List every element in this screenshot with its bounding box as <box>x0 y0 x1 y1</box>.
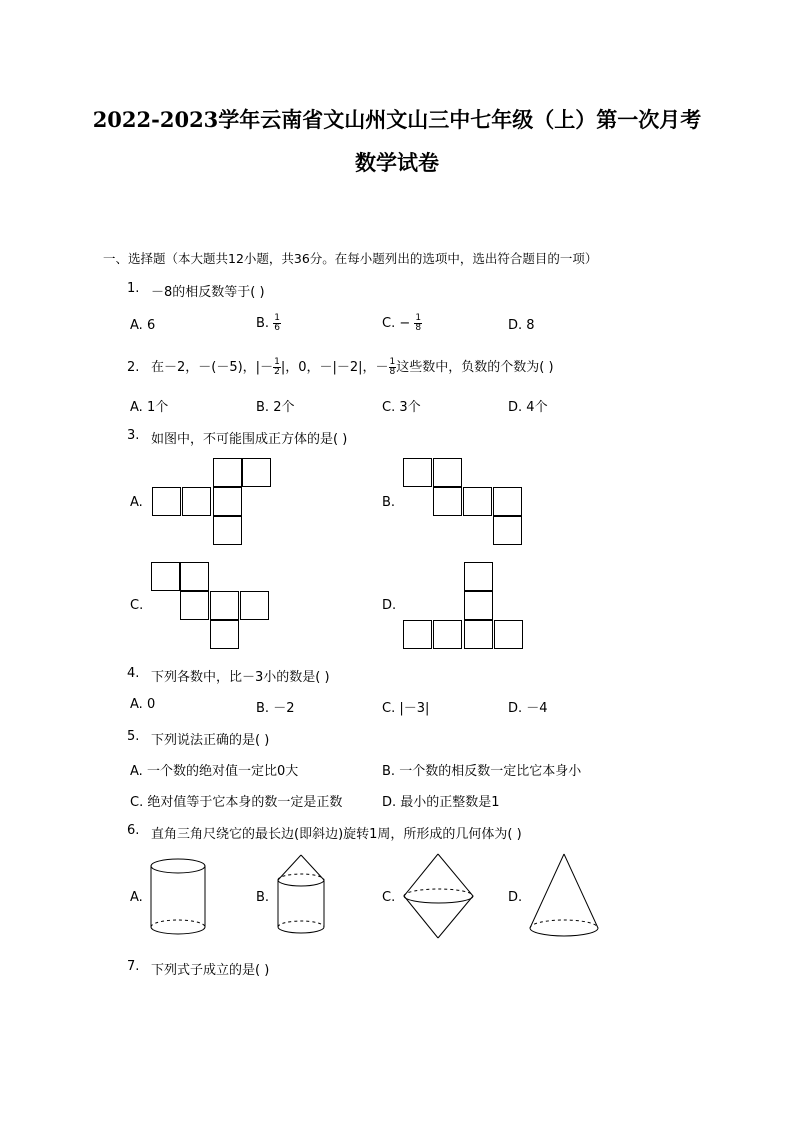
net-square <box>213 516 242 545</box>
q1-option-c-fraction <box>414 314 422 333</box>
q2-option-c[interactable] <box>382 396 421 415</box>
cylinder-figure <box>148 856 208 936</box>
q6-option-d-label[interactable]: D. <box>508 890 523 905</box>
net-square <box>464 591 493 620</box>
fraction-numerator: 1 <box>274 313 280 323</box>
q5-option-c-text: 绝对值等于它本身的数一定是正数 <box>147 795 343 810</box>
q1-option-b-fraction <box>273 314 281 333</box>
q4-stem: 下列各数中，比－3小的数是( ) <box>151 670 330 685</box>
q2-option-d-label: D. <box>508 400 523 415</box>
paper-title-line-1: 2022-2023学年云南省文山州文山三中七年级（上）第一次月考 <box>92 107 702 132</box>
net-square <box>180 562 209 591</box>
fraction-denominator: 8 <box>389 367 396 377</box>
section-heading: 一、选择题（本大题共12小题，共36分。在每小题列出的选项中，选出符合题目的一项） <box>103 251 598 266</box>
q6-option-a-label[interactable]: A. <box>130 890 143 905</box>
q5-option-d-label: D. <box>382 795 397 810</box>
q1-option-d-text: 8 <box>526 318 535 333</box>
q7-stem: 下列式子成立的是( ) <box>151 963 270 978</box>
q4-option-b-label: B. <box>256 701 270 716</box>
cone-on-cylinder-figure <box>274 853 330 937</box>
q2-option-b-text: 2个 <box>273 400 295 415</box>
net-square <box>493 487 522 516</box>
q4-option-b[interactable] <box>256 697 294 716</box>
q5-option-a[interactable] <box>130 760 298 779</box>
net-square <box>151 562 180 591</box>
net-square <box>403 620 432 649</box>
q2-option-b[interactable] <box>256 396 294 415</box>
q4-number: 4. <box>127 666 140 681</box>
q4-option-a-text: 0 <box>146 697 156 712</box>
q1-option-a-text: 6 <box>146 318 156 333</box>
net-square <box>240 591 269 620</box>
net-square <box>464 620 493 649</box>
q1-option-b-label: B. <box>256 316 270 331</box>
q1-option-d-label: D. <box>508 318 523 333</box>
fraction-denominator: 8 <box>415 323 422 333</box>
net-square <box>213 487 242 516</box>
q2-number: 2. <box>127 360 140 375</box>
q1-option-d[interactable] <box>508 318 535 333</box>
double-cone-figure <box>402 852 476 942</box>
q4-option-c-text: |－3| <box>399 701 430 716</box>
q4-option-a-label: A. <box>130 697 143 712</box>
q2-option-c-label: C. <box>382 400 396 415</box>
net-square <box>182 487 211 516</box>
q2-stem-part-a: 在－2，－(－5)，|－ <box>151 360 274 375</box>
net-square <box>493 516 522 545</box>
q7-number: 7. <box>127 959 140 974</box>
q2-option-a-label: A. <box>130 400 143 415</box>
q5-number: 5. <box>127 729 140 744</box>
net-square <box>494 620 523 649</box>
q2-option-c-text: 3个 <box>399 400 421 415</box>
q3-number: 3. <box>127 428 140 443</box>
q4-option-c[interactable] <box>382 697 429 716</box>
q5-option-b[interactable] <box>382 760 581 779</box>
q3-option-a-label[interactable]: A. <box>130 495 143 510</box>
q4-option-a[interactable] <box>130 697 155 712</box>
net-square <box>242 458 271 487</box>
q5-option-a-text: 一个数的绝对值一定比0大 <box>146 764 299 779</box>
q4-option-c-label: C. <box>382 701 396 716</box>
cone-figure <box>528 852 600 940</box>
q5-option-d[interactable] <box>382 791 500 810</box>
fraction-numerator: 1 <box>389 357 396 367</box>
net-square <box>403 458 432 487</box>
q5-option-c-label: C. <box>130 795 144 810</box>
q2-stem-part-c: 这些数中，负数的个数为( ) <box>396 360 554 375</box>
q2-option-b-label: B. <box>256 400 270 415</box>
q1-option-a[interactable] <box>130 318 155 333</box>
q2-option-d[interactable] <box>508 396 548 415</box>
net-square <box>213 458 242 487</box>
q4-option-d-label: D. <box>508 701 523 716</box>
q5-option-b-label: B. <box>382 764 396 779</box>
q1-stem: －8的相反数等于( ) <box>151 285 265 300</box>
paper-title-line-2: 数学试卷 <box>355 150 439 175</box>
q1-option-c-label: C. <box>382 316 396 331</box>
q6-stem: 直角三角尺绕它的最长边(即斜边)旋转1周，所形成的几何体为( ) <box>151 827 522 842</box>
q5-option-d-text: 最小的正整数是1 <box>400 795 500 810</box>
q3-option-c-label[interactable]: C. <box>130 598 144 613</box>
net-square <box>433 620 462 649</box>
q3-option-b-label[interactable]: B. <box>382 495 396 510</box>
q1-option-a-label: A. <box>130 318 143 333</box>
q2-stem-part-b: |，0，－|－2|，－ <box>280 360 389 375</box>
q1-option-c-sign: − <box>399 316 411 331</box>
q2-fraction-1 <box>273 358 281 377</box>
net-square <box>464 562 493 591</box>
q3-stem: 如图中，不可能围成正方体的是( ) <box>151 432 348 447</box>
q3-option-d-label[interactable]: D. <box>382 598 397 613</box>
net-square <box>433 487 462 516</box>
q1-option-c[interactable] <box>382 314 422 333</box>
q5-option-c[interactable] <box>130 791 342 810</box>
q4-option-d[interactable] <box>508 697 548 716</box>
q5-option-a-label: A. <box>130 764 143 779</box>
net-square <box>463 487 492 516</box>
q6-number: 6. <box>127 823 140 838</box>
net-square <box>210 620 239 649</box>
q5-option-b-text: 一个数的相反数一定比它本身小 <box>399 764 582 779</box>
q2-option-d-text: 4个 <box>526 400 548 415</box>
q4-option-d-text: －4 <box>526 701 548 716</box>
fraction-denominator: 6 <box>274 323 280 333</box>
q4-option-b-text: －2 <box>273 701 295 716</box>
q6-option-b-label[interactable]: B. <box>256 890 270 905</box>
q2-stem <box>151 356 554 377</box>
net-square <box>152 487 181 516</box>
q2-option-a-text: 1个 <box>146 400 169 415</box>
q1-number: 1. <box>127 281 140 296</box>
q1-option-b[interactable] <box>256 314 281 333</box>
q2-option-a[interactable] <box>130 396 168 415</box>
net-square <box>433 458 462 487</box>
fraction-numerator: 1 <box>415 313 422 323</box>
q5-stem: 下列说法正确的是( ) <box>151 733 270 748</box>
fraction-denominator: 2 <box>274 367 280 377</box>
net-square <box>210 591 239 620</box>
net-square <box>180 591 209 620</box>
q6-option-c-label[interactable]: C. <box>382 890 396 905</box>
fraction-numerator: 1 <box>274 357 280 367</box>
